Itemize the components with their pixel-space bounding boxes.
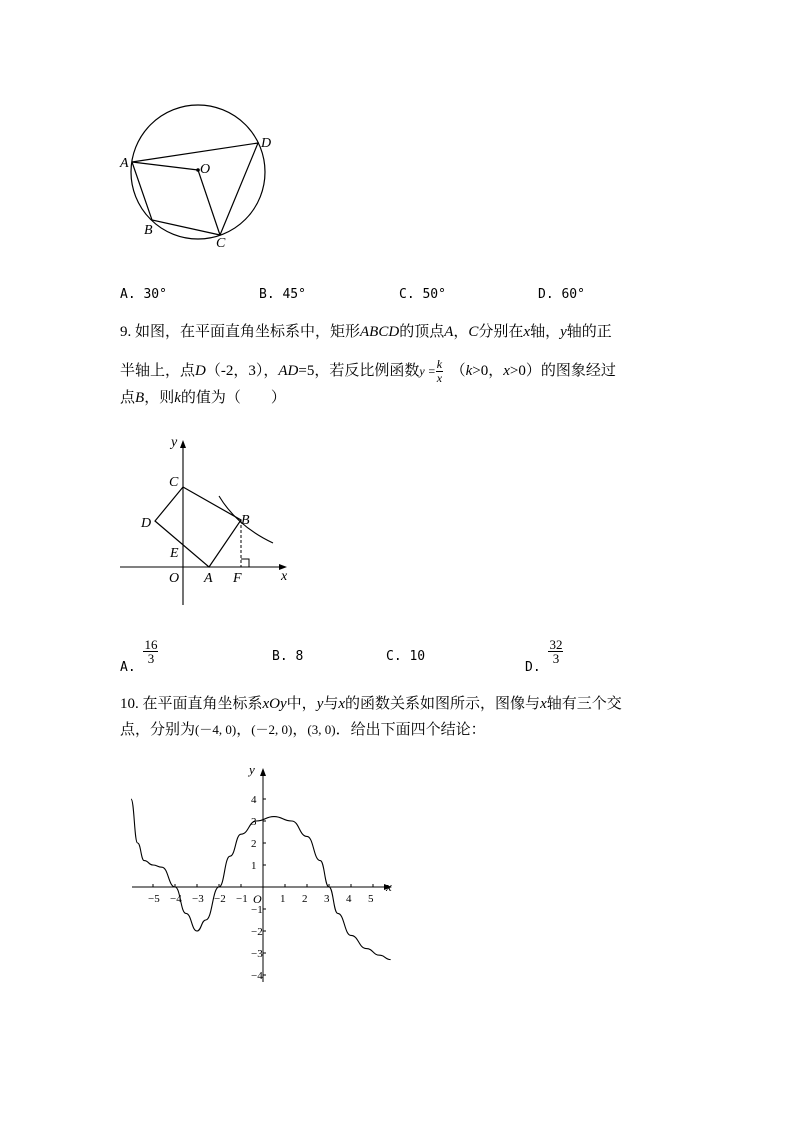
q10-text: y bbox=[316, 696, 324, 712]
segment-oc bbox=[198, 170, 220, 235]
q10-text: 中， bbox=[286, 696, 317, 712]
label-d: D bbox=[141, 516, 152, 531]
option-d-fraction bbox=[548, 638, 563, 665]
q9-text: 的顶点 bbox=[399, 324, 445, 340]
q10-line-1 bbox=[120, 694, 622, 714]
q9-text: k bbox=[174, 390, 181, 406]
x-axis-label: x bbox=[386, 879, 392, 894]
y-tick-label: 3 bbox=[251, 816, 257, 828]
q10-line-2 bbox=[120, 720, 486, 740]
y-tick-label: 1 bbox=[251, 860, 257, 872]
q10-text: x bbox=[540, 696, 547, 712]
origin-label: O bbox=[253, 892, 262, 906]
y-tick-label: −3 bbox=[251, 948, 263, 960]
option-letter: A. bbox=[120, 660, 136, 675]
y-axis-arrow bbox=[260, 768, 266, 776]
q9-text: 半轴上，点 bbox=[120, 362, 196, 379]
q10-text: 与 bbox=[323, 696, 339, 712]
q8-option-b: B. 45° bbox=[259, 287, 306, 302]
x-tick-label: 2 bbox=[302, 893, 308, 905]
q10-point: (3, 0) bbox=[307, 722, 336, 737]
x-tick-label: −3 bbox=[192, 893, 204, 905]
q9-text: B bbox=[135, 390, 145, 406]
q9-text: ， bbox=[453, 324, 469, 340]
q9-text: （-2，3）， bbox=[205, 362, 279, 379]
q9-text: y = bbox=[419, 363, 436, 378]
label-f: F bbox=[233, 571, 242, 586]
label-a: A bbox=[204, 571, 213, 586]
q9-text: A bbox=[444, 324, 454, 340]
x-tick-label: 1 bbox=[280, 893, 286, 905]
fraction-numerator: 32 bbox=[549, 637, 563, 652]
q9-text: k bbox=[465, 362, 473, 379]
rectangle-abcd bbox=[155, 487, 241, 567]
q10-text: 10. 在平面直角坐标系 bbox=[120, 696, 263, 712]
q10-point: (－4, 0) bbox=[195, 722, 237, 737]
x-tick-label: 3 bbox=[324, 893, 330, 905]
q9-text: >0， bbox=[472, 362, 504, 379]
q9-option-a bbox=[120, 637, 158, 675]
label-e: E bbox=[170, 546, 179, 561]
q9-option-c: C. 10 bbox=[386, 649, 426, 664]
label-o: O bbox=[200, 162, 211, 177]
fraction-denominator: 3 bbox=[552, 651, 560, 666]
x-tick-label: −1 bbox=[236, 893, 248, 905]
q9-text: AD bbox=[278, 362, 299, 379]
y-tick-label: −2 bbox=[251, 926, 263, 938]
q10-text: 轴有三个交 bbox=[546, 696, 622, 712]
q10-text: ， bbox=[292, 722, 308, 738]
q10-function-graph bbox=[110, 760, 400, 990]
q9-text: =5，若反比例函数 bbox=[298, 362, 420, 379]
q9-text: 点 bbox=[120, 390, 136, 406]
q8-option-a: A. 30° bbox=[120, 287, 167, 302]
q9-option-d bbox=[525, 637, 563, 675]
q9-text: 的值为（ ） bbox=[180, 390, 286, 406]
x-tick-label: −2 bbox=[214, 893, 226, 905]
right-angle-mark bbox=[241, 559, 249, 567]
q8-circle-figure bbox=[110, 95, 280, 255]
label-c: C bbox=[169, 475, 179, 490]
q9-rectangle-figure bbox=[115, 430, 305, 610]
q10-text: xOy bbox=[262, 696, 287, 712]
y-tick-label: 2 bbox=[251, 838, 257, 850]
label-d: D bbox=[261, 136, 272, 151]
q10-point: (－2, 0) bbox=[251, 722, 293, 737]
fraction-numerator: 16 bbox=[144, 637, 158, 652]
q9-line-1 bbox=[120, 322, 612, 342]
label-y: y bbox=[171, 435, 178, 450]
q10-text: ， bbox=[236, 722, 252, 738]
y-tick-label: −4 bbox=[251, 970, 263, 982]
q9-text: y bbox=[560, 324, 567, 340]
y-tick-label: −1 bbox=[251, 904, 263, 916]
q8-option-c: C. 50° bbox=[399, 287, 446, 302]
q9-option-b: B. 8 bbox=[272, 649, 304, 664]
label-b: B bbox=[144, 223, 153, 238]
x-tick-label: −5 bbox=[148, 893, 160, 905]
x-tick-label: −4 bbox=[170, 893, 182, 905]
q10-text: 点，分别为 bbox=[120, 722, 196, 738]
y-axis-label: y bbox=[249, 762, 255, 777]
label-x: x bbox=[281, 569, 288, 584]
quad-abcd bbox=[132, 143, 258, 235]
x-tick-label: 4 bbox=[346, 893, 352, 905]
segment-ao bbox=[132, 162, 198, 170]
q9-line-3 bbox=[120, 388, 286, 408]
q9-text: 分别在 bbox=[478, 324, 524, 340]
q9-text: x bbox=[523, 324, 531, 340]
q9-text: ，则 bbox=[144, 390, 175, 406]
q9-fraction bbox=[436, 358, 443, 385]
q9-text: 9. 如图，在平面直角坐标系中，矩形 bbox=[120, 324, 361, 340]
q9-text: （ bbox=[450, 362, 466, 379]
q9-text: C bbox=[468, 324, 479, 340]
label-b: B bbox=[241, 513, 250, 528]
q10-text: ．给出下面四个结论： bbox=[335, 722, 486, 738]
q9-text: 轴的正 bbox=[566, 324, 612, 340]
q10-text: 的函数关系如图所示，图像与 bbox=[345, 696, 541, 712]
fraction-denominator: x bbox=[436, 371, 443, 385]
q9-text: >0）的图象经过 bbox=[509, 362, 616, 379]
label-a: A bbox=[120, 156, 129, 171]
q9-text: D bbox=[195, 362, 206, 379]
fraction-denominator: 3 bbox=[147, 651, 155, 666]
q8-option-d: D. 60° bbox=[538, 287, 585, 302]
y-axis-arrow bbox=[180, 440, 186, 448]
q10-text: x bbox=[338, 696, 346, 712]
option-a-fraction bbox=[143, 638, 158, 665]
y-tick-label: 4 bbox=[251, 794, 257, 806]
label-c: C bbox=[216, 236, 226, 251]
label-o: O bbox=[169, 571, 180, 586]
q9-text: ABCD bbox=[360, 324, 400, 340]
q9-text: x bbox=[503, 362, 510, 379]
q9-text: 轴， bbox=[530, 324, 561, 340]
x-tick-label: 5 bbox=[368, 893, 374, 905]
q9-line-2 bbox=[120, 358, 616, 385]
fraction-numerator: k bbox=[436, 357, 443, 371]
option-letter: D. bbox=[525, 660, 541, 675]
